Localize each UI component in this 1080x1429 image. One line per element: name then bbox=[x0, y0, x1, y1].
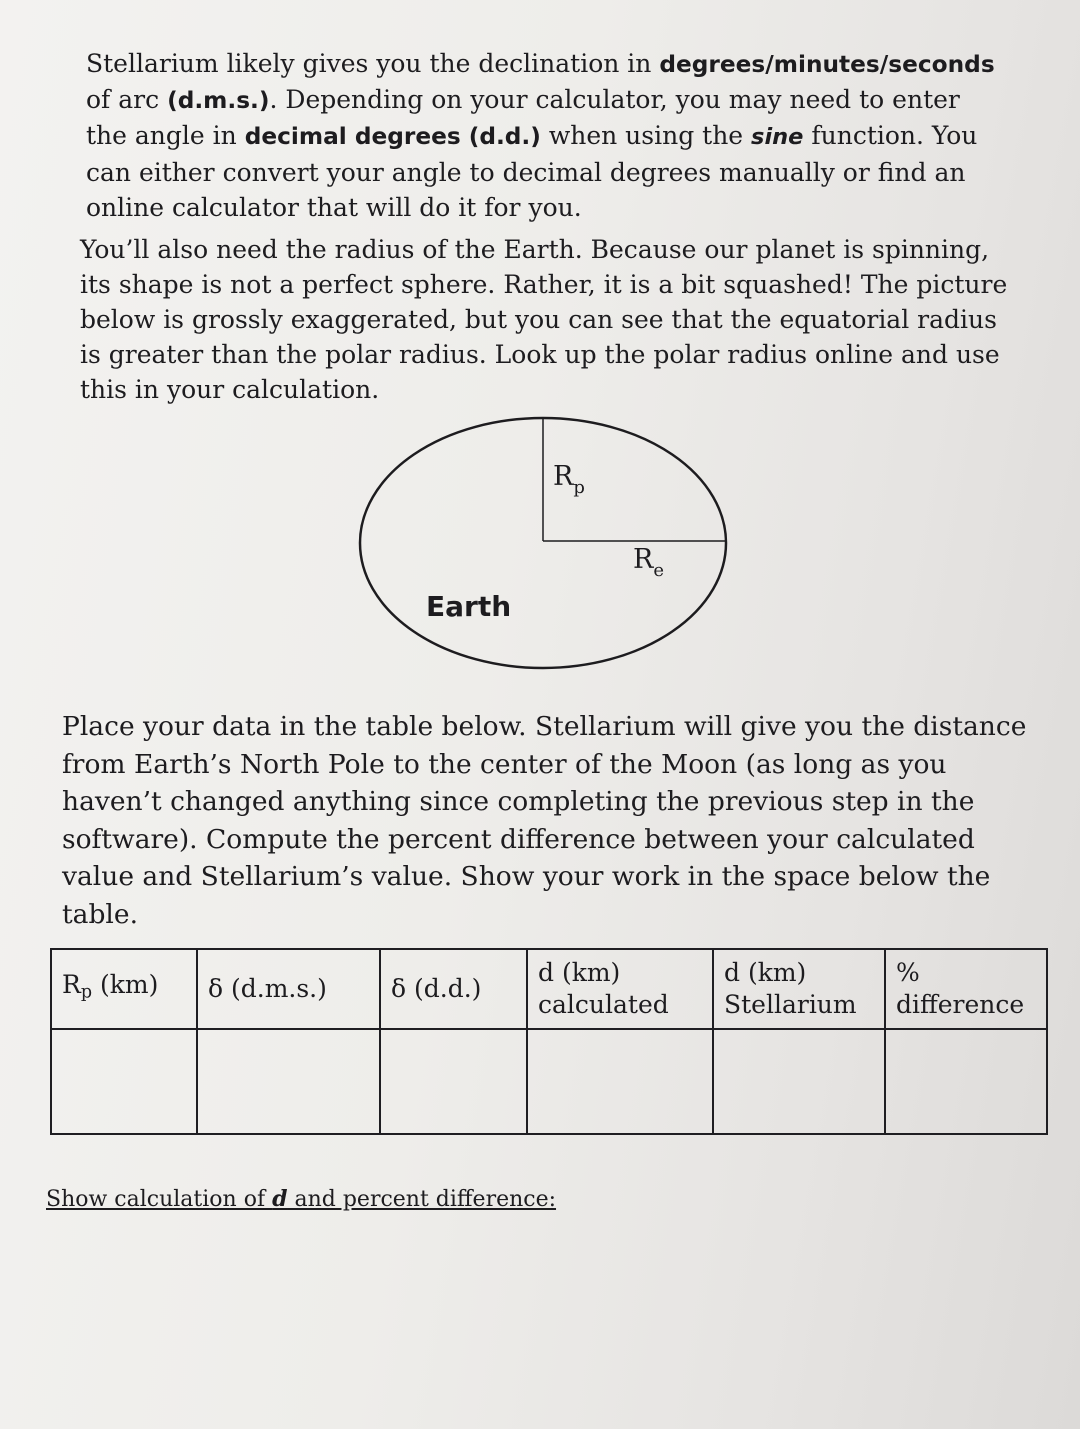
text-segment: Show calculation of bbox=[46, 1187, 273, 1212]
text-segment: and percent difference: bbox=[287, 1187, 557, 1212]
equatorial-radius-label bbox=[633, 544, 664, 581]
text-segment: of arc bbox=[86, 85, 168, 114]
header-distance-stellarium bbox=[713, 949, 885, 1029]
earth-ellipse-diagram bbox=[350, 405, 740, 680]
paragraph-declination-units bbox=[86, 46, 1006, 225]
header-line: % bbox=[896, 958, 920, 987]
table-header-row bbox=[51, 949, 1047, 1029]
cell-distance-calculated[interactable] bbox=[527, 1029, 713, 1134]
text-segment: Stellarium likely gives you the declination in bbox=[86, 49, 660, 78]
header-line: d (km) bbox=[538, 958, 621, 987]
cell-percent-difference[interactable] bbox=[885, 1029, 1047, 1134]
header-line: Stellarium bbox=[724, 990, 857, 1019]
cell-distance-stellarium[interactable] bbox=[713, 1029, 885, 1134]
earth-label: Earth bbox=[426, 590, 512, 623]
header-line: d (km) bbox=[724, 958, 807, 987]
data-table bbox=[50, 948, 1048, 1135]
header-text: R bbox=[62, 970, 81, 1000]
bold-term: decimal degrees bbox=[244, 123, 461, 150]
rp-main: R bbox=[553, 461, 574, 492]
bold-term: degrees/minutes/seconds bbox=[659, 51, 995, 78]
bold-term: (d.d.) bbox=[468, 123, 541, 150]
re-main: R bbox=[633, 544, 654, 575]
header-line: calculated bbox=[538, 990, 669, 1019]
paragraph-table-instructions: Place your data in the table below. Stellarium will give you the distance from Earth’s North Pole to the center of the Moon (as long as you haven’t changed anything since completing the previous step in the software). Compute the percent difference between your calculated value and Stellarium’s value. Show your work in the space below the table. bbox=[62, 711, 1027, 930]
header-declination-dd: δ (d.d.) bbox=[380, 949, 527, 1029]
header-declination-dms: δ (d.m.s.) bbox=[197, 949, 380, 1029]
cell-polar-radius[interactable] bbox=[51, 1029, 197, 1134]
header-distance-calculated bbox=[527, 949, 713, 1029]
bold-term: (d.m.s.) bbox=[167, 87, 270, 114]
paragraph-earth-radius: You’ll also need the radius of the Earth. Because our planet is spinning, its shape is not a perfect sphere. Rather, it is a bit squashed! The picture below is grossly exaggerated, but you can see that the equatorial radius is greater than the polar radius. Look up the polar radius online and use this in your calculation. bbox=[80, 235, 1008, 404]
cell-declination-dms[interactable] bbox=[197, 1029, 380, 1134]
table-row bbox=[51, 1029, 1047, 1134]
text-segment bbox=[461, 121, 469, 150]
cell-declination-dd[interactable] bbox=[380, 1029, 527, 1134]
rp-sub: p bbox=[573, 477, 585, 498]
text-segment: . Depending on your calculator, you may need to enter the angle in bbox=[86, 85, 960, 150]
header-subscript: p bbox=[80, 982, 93, 1003]
header-line: difference bbox=[896, 990, 1025, 1019]
header-percent-difference bbox=[885, 949, 1047, 1029]
re-sub: e bbox=[653, 560, 664, 581]
italic-term: sine bbox=[751, 124, 804, 150]
header-polar-radius bbox=[51, 949, 197, 1029]
header-text: (km) bbox=[92, 970, 159, 1000]
polar-radius-label bbox=[553, 461, 585, 498]
calculation-prompt bbox=[46, 1186, 556, 1212]
text-segment: when using the bbox=[540, 121, 752, 150]
italic-d: d bbox=[272, 1186, 288, 1212]
text-segment: function. You can either convert your angle to decimal degrees manually or find an online calculator that will do it for you. bbox=[86, 121, 978, 222]
